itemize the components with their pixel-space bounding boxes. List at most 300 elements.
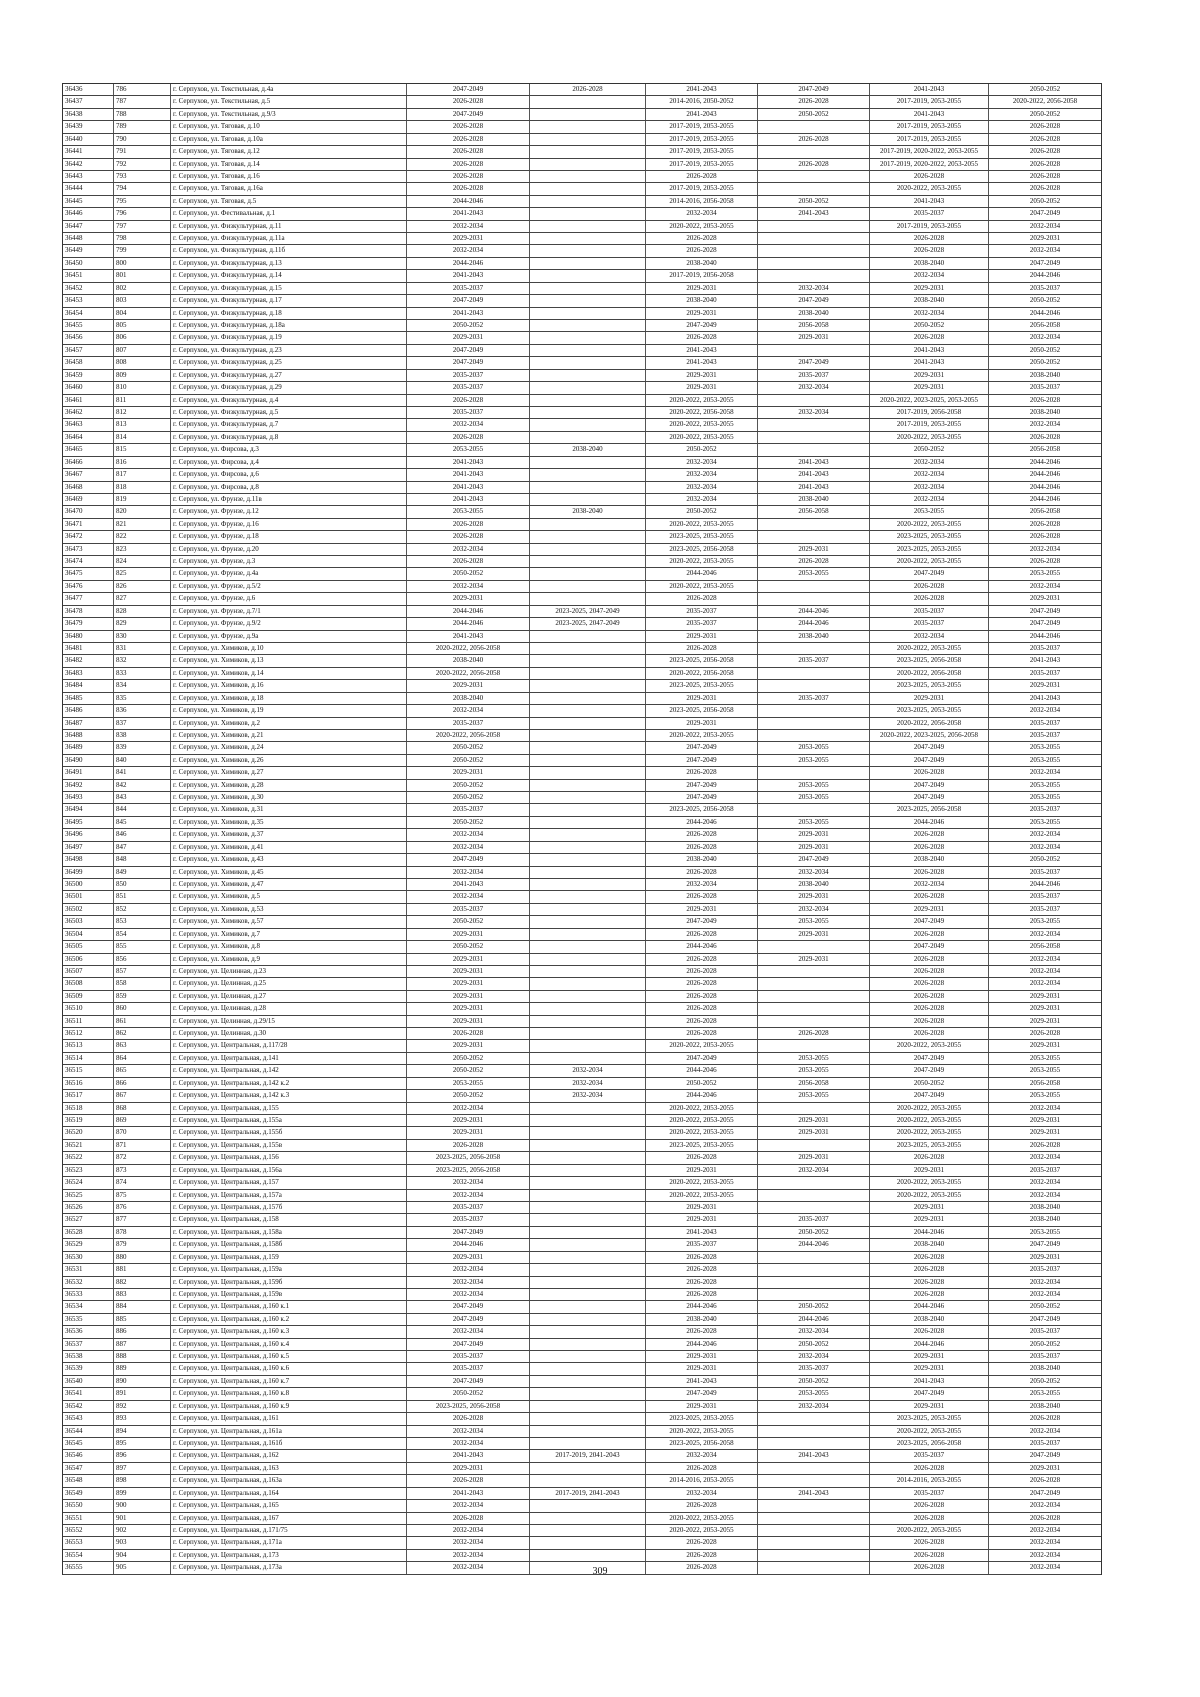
cell-period-4: 2035-2037	[758, 370, 870, 381]
cell-period-2	[530, 556, 646, 567]
cell-row-number: 806	[114, 332, 171, 343]
cell-address: г. Серпухов, ул. Центральная, д.158	[171, 1214, 407, 1225]
cell-period-2	[530, 755, 646, 766]
cell-period-1: 2047-2049	[407, 345, 530, 356]
cell-record-id: 36511	[63, 1016, 114, 1027]
cell-period-2	[530, 1239, 646, 1250]
cell-record-id: 36478	[63, 606, 114, 617]
cell-address: г. Серпухов, ул. Химиков, д.28	[171, 780, 407, 791]
cell-address: г. Серпухов, ул. Целинная, д.23	[171, 966, 407, 977]
cell-period-6: 2035-2037	[1029, 867, 1061, 876]
table-row	[63, 531, 1101, 543]
cell-period-6: 2026-2028	[1029, 1476, 1061, 1485]
cell-address: г. Серпухов, ул. Центральная, д.155в	[171, 1140, 407, 1151]
cell-period-1: 2050-2052	[407, 568, 530, 579]
table-row	[63, 332, 1101, 344]
cell-period-6: 2032-2034	[1029, 706, 1061, 715]
cell-period-4	[758, 593, 870, 604]
cell-record-id: 36494	[63, 804, 114, 815]
cell-period-5: 2032-2034	[870, 879, 989, 890]
cell-period-3: 2020-2022, 2056-2058	[646, 407, 758, 418]
table-row	[63, 1463, 1101, 1475]
cell-period-6: 2026-2028	[1029, 147, 1061, 156]
cell-row-number: 800	[114, 258, 171, 269]
cell-record-id: 36504	[63, 929, 114, 940]
cell-period-3: 2041-2043	[646, 84, 758, 95]
cell-address: г. Серпухов, ул. Химиков, д.26	[171, 755, 407, 766]
cell-period-6: 2044-2046	[1029, 494, 1061, 503]
cell-period-6: 2053-2055	[1029, 780, 1061, 789]
cell-period-5: 2041-2043	[870, 357, 989, 368]
cell-period-4: 2032-2034	[758, 867, 870, 878]
cell-row-number: 862	[114, 1028, 171, 1039]
cell-period-6: 2032-2034	[1029, 544, 1061, 553]
cell-period-3: 2050-2052	[646, 1078, 758, 1089]
cell-period-5: 2047-2049	[870, 755, 989, 766]
cell-period-5: 2017-2019, 2053-2055	[870, 96, 989, 107]
cell-period-2	[530, 1028, 646, 1039]
cell-period-5: 2026-2028	[870, 867, 989, 878]
cell-period-6: 2032-2034	[1029, 1178, 1061, 1187]
cell-period-6: 2047-2049	[1029, 1488, 1061, 1497]
cell-period-3: 2026-2028	[646, 966, 758, 977]
cell-period-4	[758, 718, 870, 729]
cell-period-2	[530, 904, 646, 915]
cell-period-3: 2050-2052	[646, 506, 758, 517]
cell-period-5: 2026-2028	[870, 1537, 989, 1548]
cell-row-number: 833	[114, 668, 171, 679]
cell-period-3: 2026-2028	[646, 954, 758, 965]
cell-period-4	[758, 531, 870, 542]
cell-period-2	[530, 370, 646, 381]
cell-period-3: 2029-2031	[646, 1401, 758, 1412]
cell-period-2	[530, 1513, 646, 1524]
cell-period-3: 2026-2028	[646, 1537, 758, 1548]
cell-period-6: 2044-2046	[1029, 457, 1061, 466]
cell-address: г. Серпухов, ул. Физкультурная, д.25	[171, 357, 407, 368]
cell-period-2	[530, 941, 646, 952]
cell-period-1: 2026-2028	[407, 395, 530, 406]
cell-period-5: 2029-2031	[870, 1165, 989, 1176]
cell-period-2	[530, 1127, 646, 1138]
cell-period-3: 2041-2043	[646, 109, 758, 120]
cell-period-3: 2020-2022, 2053-2055	[646, 1115, 758, 1126]
cell-row-number: 874	[114, 1177, 171, 1188]
table-row	[63, 419, 1101, 431]
cell-period-1: 2050-2052	[407, 320, 530, 331]
cell-row-number: 900	[114, 1500, 171, 1511]
cell-record-id: 36546	[63, 1450, 114, 1461]
table-row	[63, 668, 1101, 680]
cell-address: г. Серпухов, ул. Текстильная, д.5	[171, 96, 407, 107]
cell-period-2	[530, 208, 646, 219]
cell-period-3: 2029-2031	[646, 718, 758, 729]
cell-row-number: 835	[114, 693, 171, 704]
cell-period-3: 2032-2034	[646, 1488, 758, 1499]
cell-record-id: 36502	[63, 904, 114, 915]
cell-period-4: 2041-2043	[758, 457, 870, 468]
cell-record-id: 36454	[63, 308, 114, 319]
table-row	[63, 159, 1101, 171]
cell-period-4: 2032-2034	[758, 1165, 870, 1176]
cell-address: г. Серпухов, ул. Физкультурная, д.14	[171, 270, 407, 281]
cell-period-2	[530, 295, 646, 306]
cell-row-number: 816	[114, 457, 171, 468]
cell-period-6: 2032-2034	[1029, 1525, 1061, 1534]
cell-period-6: 2050-2052	[1029, 296, 1061, 305]
cell-period-2	[530, 693, 646, 704]
cell-address: г. Серпухов, ул. Центральная, д.160 к.5	[171, 1351, 407, 1362]
cell-period-4: 2044-2046	[758, 618, 870, 629]
cell-period-2	[530, 966, 646, 977]
cell-period-5: 2026-2028	[870, 1016, 989, 1027]
cell-period-2	[530, 258, 646, 269]
cell-period-6: 2047-2049	[1029, 1451, 1061, 1460]
table-row	[63, 407, 1101, 419]
cell-record-id: 36443	[63, 171, 114, 182]
cell-address: г. Серпухов, ул. Физкультурная, д.11б	[171, 245, 407, 256]
cell-period-5: 2038-2040	[870, 1314, 989, 1325]
cell-period-3: 2026-2028	[646, 929, 758, 940]
table-row	[63, 618, 1101, 630]
cell-address: г. Серпухов, ул. Химиков, д.30	[171, 792, 407, 803]
cell-period-4: 2053-2055	[758, 817, 870, 828]
cell-row-number: 827	[114, 593, 171, 604]
cell-row-number: 852	[114, 904, 171, 915]
cell-period-4	[758, 1537, 870, 1548]
cell-period-2	[530, 1537, 646, 1548]
table-row	[63, 109, 1101, 121]
cell-row-number: 870	[114, 1127, 171, 1138]
table-row	[63, 755, 1101, 767]
cell-period-5: 2041-2043	[870, 1376, 989, 1387]
cell-row-number: 888	[114, 1351, 171, 1362]
table-row	[63, 84, 1101, 96]
cell-record-id: 36536	[63, 1326, 114, 1337]
cell-address: г. Серпухов, ул. Химиков, д.24	[171, 742, 407, 753]
cell-period-3: 2020-2022, 2053-2055	[646, 730, 758, 741]
table-row	[63, 469, 1101, 481]
cell-address: г. Серпухов, ул. Тяговая, д.10а	[171, 134, 407, 145]
cell-period-2	[530, 568, 646, 579]
cell-period-2	[530, 1103, 646, 1114]
cell-period-3: 2047-2049	[646, 320, 758, 331]
cell-period-1: 2032-2034	[407, 581, 530, 592]
cell-address: г. Серпухов, ул. Физкультурная, д.5	[171, 407, 407, 418]
cell-period-3: 2017-2019, 2053-2055	[646, 159, 758, 170]
cell-period-5: 2026-2028	[870, 1264, 989, 1275]
cell-record-id: 36505	[63, 941, 114, 952]
cell-row-number: 901	[114, 1513, 171, 1524]
cell-period-6: 2032-2034	[1029, 830, 1061, 839]
cell-address: г. Серпухов, ул. Химиков, д.31	[171, 804, 407, 815]
cell-period-1: 2050-2052	[407, 755, 530, 766]
cell-row-number: 898	[114, 1475, 171, 1486]
table-row	[63, 693, 1101, 705]
table-row	[63, 1040, 1101, 1052]
cell-period-2	[530, 1438, 646, 1449]
cell-address: г. Серпухов, ул. Химиков, д.5	[171, 891, 407, 902]
cell-record-id: 36441	[63, 146, 114, 157]
cell-period-6: 2050-2052	[1029, 85, 1061, 93]
cell-period-3: 2029-2031	[646, 308, 758, 319]
cell-period-3: 2032-2034	[646, 208, 758, 219]
cell-period-5: 2047-2049	[870, 780, 989, 791]
cell-period-1: 2041-2043	[407, 469, 530, 480]
table-row	[63, 1053, 1101, 1065]
cell-row-number: 826	[114, 581, 171, 592]
cell-period-4: 2029-2031	[758, 1152, 870, 1163]
cell-period-6: 2047-2049	[1029, 1240, 1061, 1249]
cell-period-5: 2047-2049	[870, 792, 989, 803]
cell-period-6: 2032-2034	[1029, 1289, 1061, 1298]
cell-period-5: 2026-2028	[870, 842, 989, 853]
cell-period-5: 2020-2022, 2023-2025, 2053-2055	[870, 395, 989, 406]
cell-row-number: 837	[114, 718, 171, 729]
cell-record-id: 36474	[63, 556, 114, 567]
cell-row-number: 881	[114, 1264, 171, 1275]
cell-row-number: 805	[114, 320, 171, 331]
cell-period-4: 2035-2037	[758, 1363, 870, 1374]
table-row	[63, 1401, 1101, 1413]
table-row	[63, 655, 1101, 667]
cell-period-5: 2014-2016, 2053-2055	[870, 1475, 989, 1486]
cell-period-2: 2017-2019, 2041-2043	[530, 1488, 646, 1499]
cell-address: г. Серпухов, ул. Центральная, д.156а	[171, 1165, 407, 1176]
cell-record-id: 36442	[63, 159, 114, 170]
cell-row-number: 886	[114, 1326, 171, 1337]
cell-period-3: 2029-2031	[646, 1351, 758, 1362]
cell-period-4: 2056-2058	[758, 1078, 870, 1089]
cell-period-4: 2053-2055	[758, 780, 870, 791]
cell-period-6: 2035-2037	[1029, 1438, 1061, 1447]
cell-period-5: 2026-2028	[870, 1028, 989, 1039]
cell-address: г. Серпухов, ул. Фрунзе, д.9/2	[171, 618, 407, 629]
cell-record-id: 36458	[63, 357, 114, 368]
cell-row-number: 894	[114, 1426, 171, 1437]
table-row	[63, 1488, 1101, 1500]
cell-period-2	[530, 1426, 646, 1437]
cell-address: г. Серпухов, ул. Физкультурная, д.15	[171, 283, 407, 294]
cell-address: г. Серпухов, ул. Центральная, д.155а	[171, 1115, 407, 1126]
cell-record-id: 36445	[63, 196, 114, 207]
cell-record-id: 36501	[63, 891, 114, 902]
cell-period-5: 2020-2022, 2053-2055	[870, 519, 989, 530]
cell-period-4: 2044-2046	[758, 1239, 870, 1250]
cell-record-id: 36528	[63, 1227, 114, 1238]
cell-period-1: 2026-2028	[407, 146, 530, 157]
table-row	[63, 854, 1101, 866]
cell-record-id: 36552	[63, 1525, 114, 1536]
table-row	[63, 966, 1101, 978]
cell-row-number: 877	[114, 1214, 171, 1225]
cell-period-3: 2023-2025, 2053-2055	[646, 531, 758, 542]
cell-period-3: 2038-2040	[646, 854, 758, 865]
cell-row-number: 865	[114, 1065, 171, 1076]
cell-period-4	[758, 1040, 870, 1051]
cell-period-4: 2053-2055	[758, 568, 870, 579]
cell-period-4: 2032-2034	[758, 1351, 870, 1362]
cell-period-4: 2035-2037	[758, 655, 870, 666]
cell-period-6: 2026-2028	[1029, 395, 1061, 404]
cell-address: г. Серпухов, ул. Физкультурная, д.18	[171, 308, 407, 319]
cell-record-id: 36457	[63, 345, 114, 356]
cell-period-4	[758, 221, 870, 232]
cell-period-2	[530, 891, 646, 902]
cell-address: г. Серпухов, ул. Текстильная, д.9/3	[171, 109, 407, 120]
cell-period-3: 2026-2028	[646, 1028, 758, 1039]
cell-period-4	[758, 804, 870, 815]
cell-period-4	[758, 680, 870, 691]
cell-period-5: 2038-2040	[870, 854, 989, 865]
cell-period-4: 2026-2028	[758, 556, 870, 567]
table-row	[63, 867, 1101, 879]
cell-address: г. Серпухов, ул. Целинная, д.27	[171, 991, 407, 1002]
cell-row-number: 863	[114, 1040, 171, 1051]
cell-period-2	[530, 1152, 646, 1163]
cell-period-1: 2029-2031	[407, 929, 530, 940]
cell-period-6: 2056-2058	[1029, 1078, 1061, 1087]
cell-period-3: 2026-2028	[646, 1326, 758, 1337]
cell-period-4: 2038-2040	[758, 494, 870, 505]
cell-period-6: 2056-2058	[1029, 507, 1061, 516]
cell-period-2	[530, 1388, 646, 1399]
table-row	[63, 1140, 1101, 1152]
cell-address: г. Серпухов, ул. Физкультурная, д.17	[171, 295, 407, 306]
cell-period-5: 2026-2028	[870, 1003, 989, 1014]
cell-period-1: 2029-2031	[407, 1016, 530, 1027]
cell-period-1: 2032-2034	[407, 1426, 530, 1437]
cell-period-4: 2044-2046	[758, 1314, 870, 1325]
cell-period-5: 2035-2037	[870, 606, 989, 617]
cell-period-3: 2047-2049	[646, 742, 758, 753]
cell-period-3: 2020-2022, 2053-2055	[646, 1103, 758, 1114]
cell-record-id: 36533	[63, 1289, 114, 1300]
cell-record-id: 36519	[63, 1115, 114, 1126]
table-row	[63, 1339, 1101, 1351]
table-row	[63, 593, 1101, 605]
cell-period-3: 2047-2049	[646, 916, 758, 927]
table-row	[63, 742, 1101, 754]
cell-period-5: 2029-2031	[870, 1202, 989, 1213]
cell-period-2	[530, 879, 646, 890]
cell-period-6: 2032-2034	[1029, 246, 1061, 255]
cell-period-3: 2026-2028	[646, 643, 758, 654]
cell-record-id: 36548	[63, 1475, 114, 1486]
cell-period-3: 2044-2046	[646, 817, 758, 828]
cell-address: г. Серпухов, ул. Центральная, д.164	[171, 1488, 407, 1499]
table-row	[63, 233, 1101, 245]
table-row	[63, 916, 1101, 928]
cell-period-1: 2032-2034	[407, 867, 530, 878]
cell-period-4	[758, 1003, 870, 1014]
cell-period-4	[758, 395, 870, 406]
cell-period-5: 2020-2022, 2053-2055	[870, 1190, 989, 1201]
cell-period-2	[530, 221, 646, 232]
cell-period-1: 2050-2052	[407, 792, 530, 803]
cell-period-3: 2047-2049	[646, 755, 758, 766]
table-row	[63, 804, 1101, 816]
cell-address: г. Серпухов, ул. Центральная, д.158а	[171, 1227, 407, 1238]
cell-period-2	[530, 320, 646, 331]
cell-period-6: 2029-2031	[1029, 681, 1061, 690]
cell-period-3: 2020-2022, 2053-2055	[646, 221, 758, 232]
cell-period-4	[758, 1426, 870, 1437]
cell-period-2	[530, 1413, 646, 1424]
cell-period-4: 2044-2046	[758, 606, 870, 617]
cell-period-6: 2020-2022, 2056-2058	[1012, 97, 1078, 106]
cell-row-number: 804	[114, 308, 171, 319]
cell-period-1: 2020-2022, 2056-2058	[407, 730, 530, 741]
cell-address: г. Серпухов, ул. Центральная, д.159	[171, 1252, 407, 1263]
cell-period-5: 2020-2022, 2056-2058	[870, 718, 989, 729]
cell-address: г. Серпухов, ул. Центральная, д.160 к.7	[171, 1376, 407, 1387]
cell-row-number: 873	[114, 1165, 171, 1176]
cell-period-6: 2044-2046	[1029, 271, 1061, 280]
cell-period-6: 2032-2034	[1029, 1538, 1061, 1547]
cell-row-number: 892	[114, 1401, 171, 1412]
cell-address: г. Серпухов, ул. Фирсова, д.4	[171, 457, 407, 468]
table-row	[63, 1177, 1101, 1189]
cell-period-2	[530, 233, 646, 244]
cell-record-id: 36512	[63, 1028, 114, 1039]
cell-period-2	[530, 1351, 646, 1362]
table-row	[63, 1165, 1101, 1177]
cell-period-2	[530, 469, 646, 480]
cell-period-4: 2041-2043	[758, 1488, 870, 1499]
cell-period-5: 2026-2028	[870, 593, 989, 604]
cell-period-3: 2050-2052	[646, 444, 758, 455]
cell-record-id: 36530	[63, 1252, 114, 1263]
cell-period-1: 2044-2046	[407, 258, 530, 269]
cell-period-5: 2050-2052	[870, 1078, 989, 1089]
cell-period-3: 2044-2046	[646, 568, 758, 579]
cell-period-3: 2026-2028	[646, 593, 758, 604]
cell-period-1: 2047-2049	[407, 1339, 530, 1350]
cell-record-id: 36525	[63, 1190, 114, 1201]
table-row	[63, 1413, 1101, 1425]
cell-period-3: 2026-2028	[646, 1252, 758, 1263]
cell-period-4: 2029-2031	[758, 842, 870, 853]
cell-period-1: 2035-2037	[407, 407, 530, 418]
cell-period-3: 2017-2019, 2053-2055	[646, 134, 758, 145]
cell-period-4	[758, 730, 870, 741]
cell-period-6: 2032-2034	[1029, 221, 1061, 230]
cell-row-number: 860	[114, 1003, 171, 1014]
cell-period-1: 2029-2031	[407, 978, 530, 989]
cell-period-3: 2038-2040	[646, 1314, 758, 1325]
cell-address: г. Серпухов, ул. Химиков, д.16	[171, 680, 407, 691]
cell-period-5: 2023-2025, 2056-2058	[870, 655, 989, 666]
cell-address: г. Серпухов, ул. Фрунзе, д.9а	[171, 631, 407, 642]
cell-record-id: 36526	[63, 1202, 114, 1213]
cell-period-3: 2020-2022, 2053-2055	[646, 432, 758, 443]
cell-period-4: 2056-2058	[758, 506, 870, 517]
cell-period-4	[758, 643, 870, 654]
table-row	[63, 1115, 1101, 1127]
table-row	[63, 345, 1101, 357]
cell-period-5: 2023-2025, 2056-2058	[870, 1438, 989, 1449]
cell-period-5: 2047-2049	[870, 1090, 989, 1101]
cell-period-6: 2053-2055	[1029, 755, 1061, 764]
cell-period-3: 2020-2022, 2053-2055	[646, 419, 758, 430]
cell-period-6: 2035-2037	[1029, 283, 1061, 292]
cell-period-1: 2050-2052	[407, 916, 530, 927]
cell-row-number: 815	[114, 444, 171, 455]
cell-period-3: 2029-2031	[646, 1363, 758, 1374]
cell-row-number: 794	[114, 183, 171, 194]
cell-address: г. Серпухов, ул. Фрунзе, д.3	[171, 556, 407, 567]
